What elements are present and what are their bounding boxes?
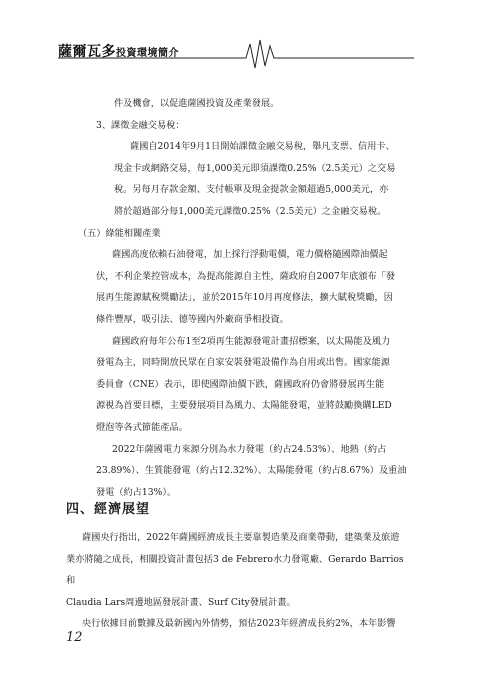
body-line: 23.89%）、生質能發電（約占12.32%）、太陽能發電（約占8.67%）及重油 <box>96 465 407 477</box>
body-line: 燈泡等各式節能產品。 <box>96 421 188 433</box>
body-line: 發電（約占13%）。 <box>96 486 177 498</box>
header-title <box>58 41 179 61</box>
section-text <box>66 527 412 635</box>
body-text <box>78 93 408 503</box>
body-line: 展再生能源賦稅獎勵法」，並於2015年10月再度修法，擴大賦稅獎勵，因 <box>96 292 393 304</box>
header-title-sub: 投資環境簡介 <box>116 48 179 59</box>
body-line: 薩國高度依賴石油發電，加上採行浮動電價，電力價格隨國際油價起 <box>112 249 388 261</box>
body-line: 將於超過部分每1,000美元課徵0.25%（2.5美元）之金融交易稅。 <box>114 205 387 217</box>
section-line: 央行依據目前數據及最新國內外情勢，預估2023年經濟成長約2%，本年影響 <box>82 618 396 630</box>
body-line: 薩國政府每年公布1至2項再生能源發電計畫招標案，以太陽能及風力 <box>112 335 391 347</box>
page-header <box>0 30 480 70</box>
body-line: 委員會（CNE）表示，即使國際油價下跌，薩國政府仍會將發展再生能 <box>96 378 385 390</box>
body-line: 伏，不利企業控管成本，為提高能源自主性，薩政府自2007年底頒布「發 <box>96 270 396 282</box>
body-line: 2022年薩國電力來源分別為水力發電（約占24.53%）、地熱（約占 <box>112 443 387 455</box>
body-line: 薩國自2014年9月1日開始課徵金融交易稅，舉凡支票、信用卡、 <box>130 141 395 153</box>
body-line: 3、課徵金融交易稅： <box>96 119 185 131</box>
section-heading: 四、經濟展望 <box>66 502 151 517</box>
body-line: 稅。另每月存款金額、支付帳單及現金提款金額超過5,000美元，亦 <box>114 184 389 196</box>
section-line: 業亦將隨之成長，相關投資計畫包括3 de Febrero水力發電廠、Gerardo Barrios和 <box>66 553 404 587</box>
header-title-main: 薩爾瓦多 <box>58 44 116 60</box>
body-line: 源視為首要目標，主要發展項目為風力、太陽能發電，並將鼓勵換購LED <box>96 400 392 412</box>
body-line: 件及機會，以促進薩國投資及產業發展。 <box>114 98 280 109</box>
page-number: 12 <box>66 630 83 645</box>
body-line: 現金卡或網路交易，每1,000美元即須課徵0.25%（2.5美元）之交易 <box>114 162 396 174</box>
body-line: 條件豐厚，吸引法、德等國內外廠商爭相投資。 <box>96 313 289 325</box>
section-line: 薩國央行指出，2022年薩國經濟成長主要靠製造業及商業帶動，建築業及旅遊 <box>82 532 400 543</box>
subsection-heading: （五）綠能相關產業 <box>78 227 161 239</box>
section-line: Claudia Lars周邊地區發展計畫、Surf City發展計畫。 <box>66 596 296 608</box>
body-line: 發電為主，同時開放民眾在自家安裝發電設備作為自用或出售。國家能源 <box>96 357 390 369</box>
